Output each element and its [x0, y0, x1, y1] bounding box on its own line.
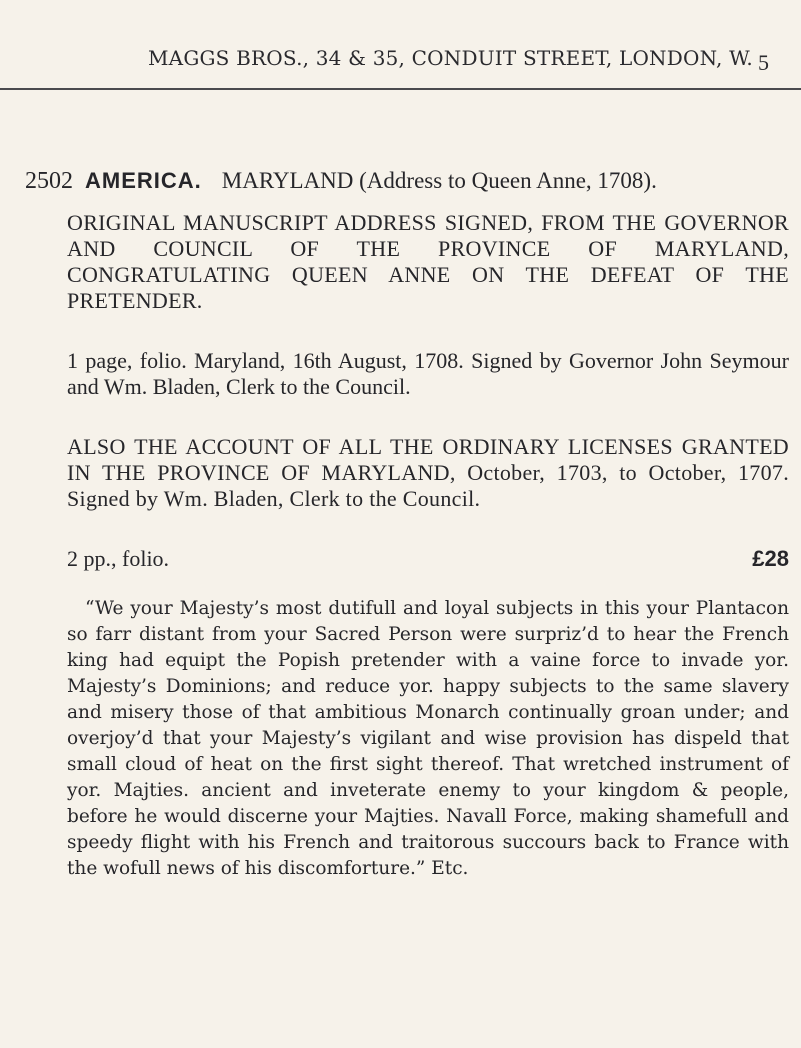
price-row [25, 546, 789, 574]
format-note: 2 pp., folio. [67, 546, 170, 571]
country-heading: AMERICA. [85, 168, 202, 193]
quotation [25, 596, 789, 882]
entry-heading [25, 166, 795, 196]
entry-title: ORIGINAL MANUSCRIPT ADDRESS SIGNED, FROM THE GOVERNOR AND COUNCIL OF THE PROVINCE OF MARYLAND, CONGRATULATING QUEEN ANNE ON THE DEFEAT OF THE PRETENDER. [67, 210, 789, 313]
entry-second-title: ALSO THE ACCOUNT OF ALL THE ORDINARY LICENSES GRANTED IN THE PROVINCE OF MARYLAND, October, 1703, to October, 1707. Signed by Wm. Bladen, Clerk to the Council. [67, 434, 789, 511]
catalogue-entry [25, 166, 795, 882]
header-rule [0, 88, 801, 90]
page-number: 5 [758, 50, 769, 75]
price: £28 [752, 546, 789, 571]
entry-description: 1 page, folio. Maryland, 16th August, 1708. Signed by Governor John Seymour and Wm. Bladen, Clerk to the Council. [67, 348, 789, 399]
quotation-text: “We your Majesty’s most dutifull and loyal subjects in this your Plantacon so farr distant from your Sacred Person were surpriz’d to hear the French king had equipt the Popish pretender with a vaine force to invade yor. Majesty’s Dominions; and reduce yor. happy subjects to the same slavery and misery those of that ambitious Monarch continually groan under; and overjoy’d that your Majesty’s vigilant and wise provision has dispeld that small cloud of heat on the first sight thereof. That wretched instrument of yor. Majties. ancient and inveterate enemy to your kingdom & people, before he would discerne your Majties. Navall Force, making shamefull and speedy flight with his French and traitorous succours back to France with the wofull news of his discomforture.” Etc. [67, 598, 789, 879]
entry-subject: MARYLAND (Address to Queen Anne, 1708). [221, 168, 657, 193]
lot-number: 2502 [25, 168, 73, 194]
running-header: MAGGS BROS., 34 & 35, CONDUIT STREET, LONDON, W. [148, 46, 753, 70]
